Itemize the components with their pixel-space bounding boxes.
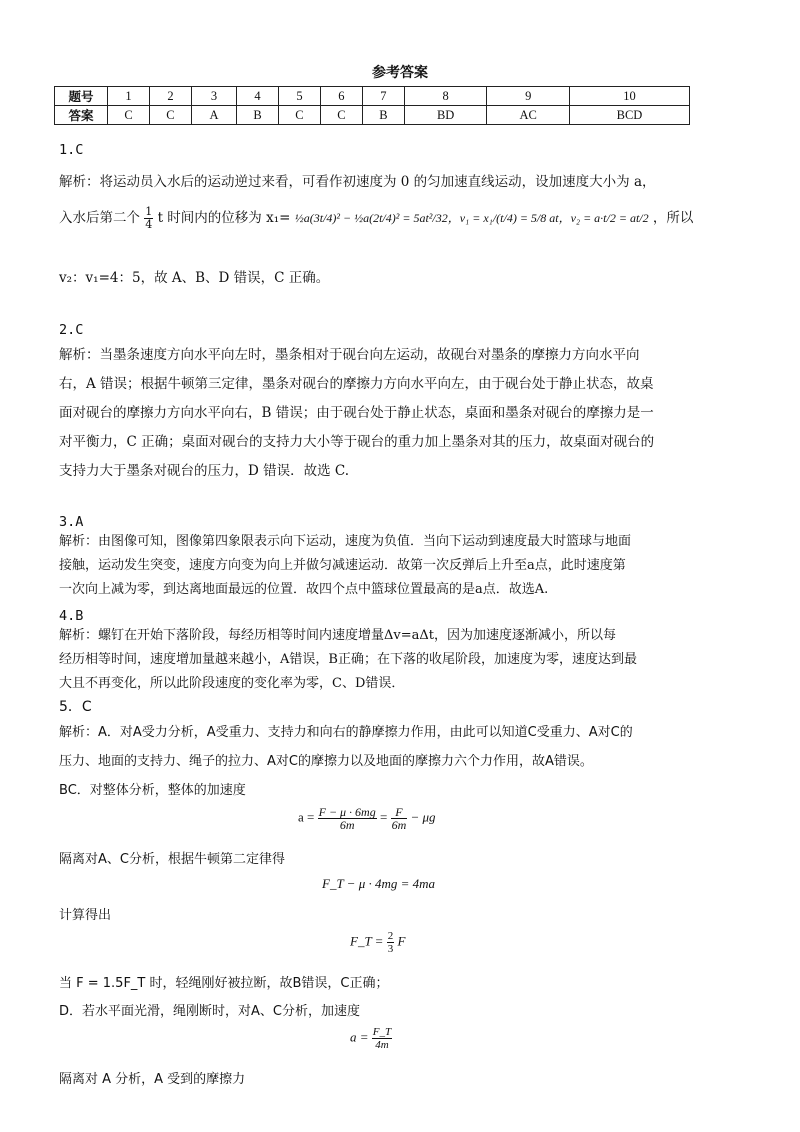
eq1-fraction-2: $\frac{F}{6m}$ — [391, 805, 407, 832]
table-row-numbers — [55, 87, 690, 106]
q5-d-line: D．若水平面光滑，绳刚断时，对A、C分析，加速度 — [59, 1004, 360, 1019]
q3-line: 解析：由图像可知，图像第四象限表示向下运动，速度为负值．当向下运动到速度最大时篮球与地面 — [59, 534, 632, 549]
q1-line2-tail: ，所以 — [652, 210, 694, 226]
q4-body — [59, 624, 699, 696]
table-cell: 7 — [362, 87, 404, 106]
q4-line: 经历相等时间，速度增加量越来越小，A错误，B正确；在下落的收尾阶段，加速度为零，速度达到最 — [59, 652, 637, 667]
page-title: 参考答案 — [372, 65, 428, 81]
table-cell: B — [362, 106, 404, 125]
q5-calc-line: 计算得出 — [59, 908, 112, 923]
answer-table — [54, 86, 690, 125]
q2-line: 解析：当墨条速度方向水平向左时，墨条相对于砚台向左运动，故砚台对墨条的摩擦力方向水平向 — [59, 347, 640, 363]
q4-heading: 4.B — [59, 608, 84, 624]
eq1-fraction-1: $\frac{F - \mu \cdot 6mg}{6m}$ — [318, 805, 376, 832]
table-cell: 6 — [320, 87, 362, 106]
q4-line: 解析：螺钉在开始下落阶段，每经历相等时间内速度增量Δv=aΔt，因为加速度逐渐减小，所以每 — [59, 628, 616, 643]
q5-heading: 5．C — [59, 699, 92, 715]
q2-body — [59, 341, 699, 486]
table-row-answers — [55, 106, 690, 125]
table-cell: 3 — [191, 87, 236, 106]
table-cell: AC — [487, 106, 570, 125]
table-cell: B — [237, 106, 279, 125]
q4-line: 大且不再变化，所以此阶段速度的变化率为零，C、D错误． — [59, 676, 405, 691]
equation-acceleration-whole — [298, 806, 436, 831]
q1-line3: v₂：v₁=4：5，故 A、B、D 错误，C 正确。 — [59, 270, 330, 286]
q1-line1: 解析：将运动员入水后的运动逆过来看，可看作初速度为 0 的匀加速直线运动，设加速度大小为 a， — [59, 174, 656, 190]
fraction-one-quarter: $\frac{1}{4}$ — [145, 205, 153, 231]
table-cell: 10 — [569, 87, 689, 106]
equation-newton-second: F_T − μ · 4mg = 4ma — [322, 876, 436, 891]
eq3-fraction: $\frac{2}{3}$ — [387, 930, 394, 955]
q1-heading: 1.C — [59, 142, 84, 158]
table-cell: BD — [404, 106, 487, 125]
q5-last-line: 隔离对 A 分析，A 受到的摩擦力 — [59, 1072, 246, 1087]
q3-body — [59, 530, 699, 602]
row-label-answer: 答案 — [55, 106, 108, 125]
q3-line: 一次向上减为零，到达离地面最远的位置．故四个点中篮球位置最高的是a点．故选A. — [59, 582, 549, 597]
q2-line: 面对砚台的摩擦力方向水平向右，B 错误；由于砚台处于静止状态，桌面和墨条对砚台的摩擦力是一 — [59, 405, 654, 421]
q1-line2-prefix: 入水后第二个 — [59, 210, 140, 226]
eq1-tail: − μg — [410, 809, 436, 825]
q1-formula: ½a(3t/4)² − ½a(2t/4)² = 5at²/32，v₁ = x₁/(t/4) = 5/8 at，v₂ = a·t/2 = at/2 — [294, 211, 649, 225]
q2-line: 对平衡力，C 正确；桌面对砚台的支持力大小等于砚台的重力加上墨条对其的压力，故桌面对砚台的 — [59, 434, 655, 450]
equation-acceleration-ac — [350, 1026, 392, 1051]
q2-line: 右，A 错误；根据牛顿第三定律，墨条对砚台的摩擦力方向水平向左，由于砚台处于静止状态，故桌 — [59, 376, 654, 392]
table-cell: 5 — [278, 87, 320, 106]
q5-line: 压力、地面的支持力、绳子的拉力、A对C的摩擦力以及地面的摩擦力六个力作用，故A错误。 — [59, 754, 593, 769]
q2-heading: 2.C — [59, 322, 84, 338]
table-cell: 8 — [404, 87, 487, 106]
table-cell: 1 — [108, 87, 150, 106]
q5-line: BC．对整体分析，整体的加速度 — [59, 783, 246, 798]
eq1-equals: = — [379, 809, 388, 825]
table-cell: A — [191, 106, 236, 125]
q5-body — [59, 718, 699, 805]
table-cell: 9 — [487, 87, 570, 106]
table-cell: 2 — [149, 87, 191, 106]
q1-line2 — [59, 206, 709, 246]
q5-when-line: 当 F = 1.5F_T 时，轻绳刚好被拉断，故B错误，C正确； — [59, 976, 389, 991]
q5-isolate-line: 隔离对A、C分析，根据牛顿第二定律得 — [59, 852, 285, 867]
q2-line: 支持力大于墨条对砚台的压力，D 错误．故选 C. — [59, 463, 350, 479]
table-cell: C — [149, 106, 191, 125]
q3-heading: 3.A — [59, 514, 84, 530]
eq4-lhs: a = — [350, 1029, 369, 1045]
equation-tension — [350, 930, 405, 955]
row-label-number: 题号 — [55, 87, 108, 106]
table-cell: BCD — [569, 106, 689, 125]
q5-line: 解析：A．对A受力分析，A受重力、支持力和向右的静摩擦力作用，由此可以知道C受重力、A对C的 — [59, 725, 633, 740]
table-cell: 4 — [237, 87, 279, 106]
q3-line: 接触，运动发生突变，速度方向变为向上并做匀减速运动．故第一次反弹后上升至a点，此时速度第 — [59, 558, 626, 573]
q1-line2-mid: t 时间内的位移为 x₁= — [157, 210, 291, 226]
table-cell: C — [108, 106, 150, 125]
table-cell: C — [278, 106, 320, 125]
eq1-lhs: a = — [298, 809, 315, 825]
table-cell: C — [320, 106, 362, 125]
eq4-fraction: $\frac{F\_T}{4m}$ — [372, 1026, 392, 1051]
eq3-tail: F — [397, 933, 406, 949]
eq3-lhs: F_T = — [350, 933, 384, 949]
